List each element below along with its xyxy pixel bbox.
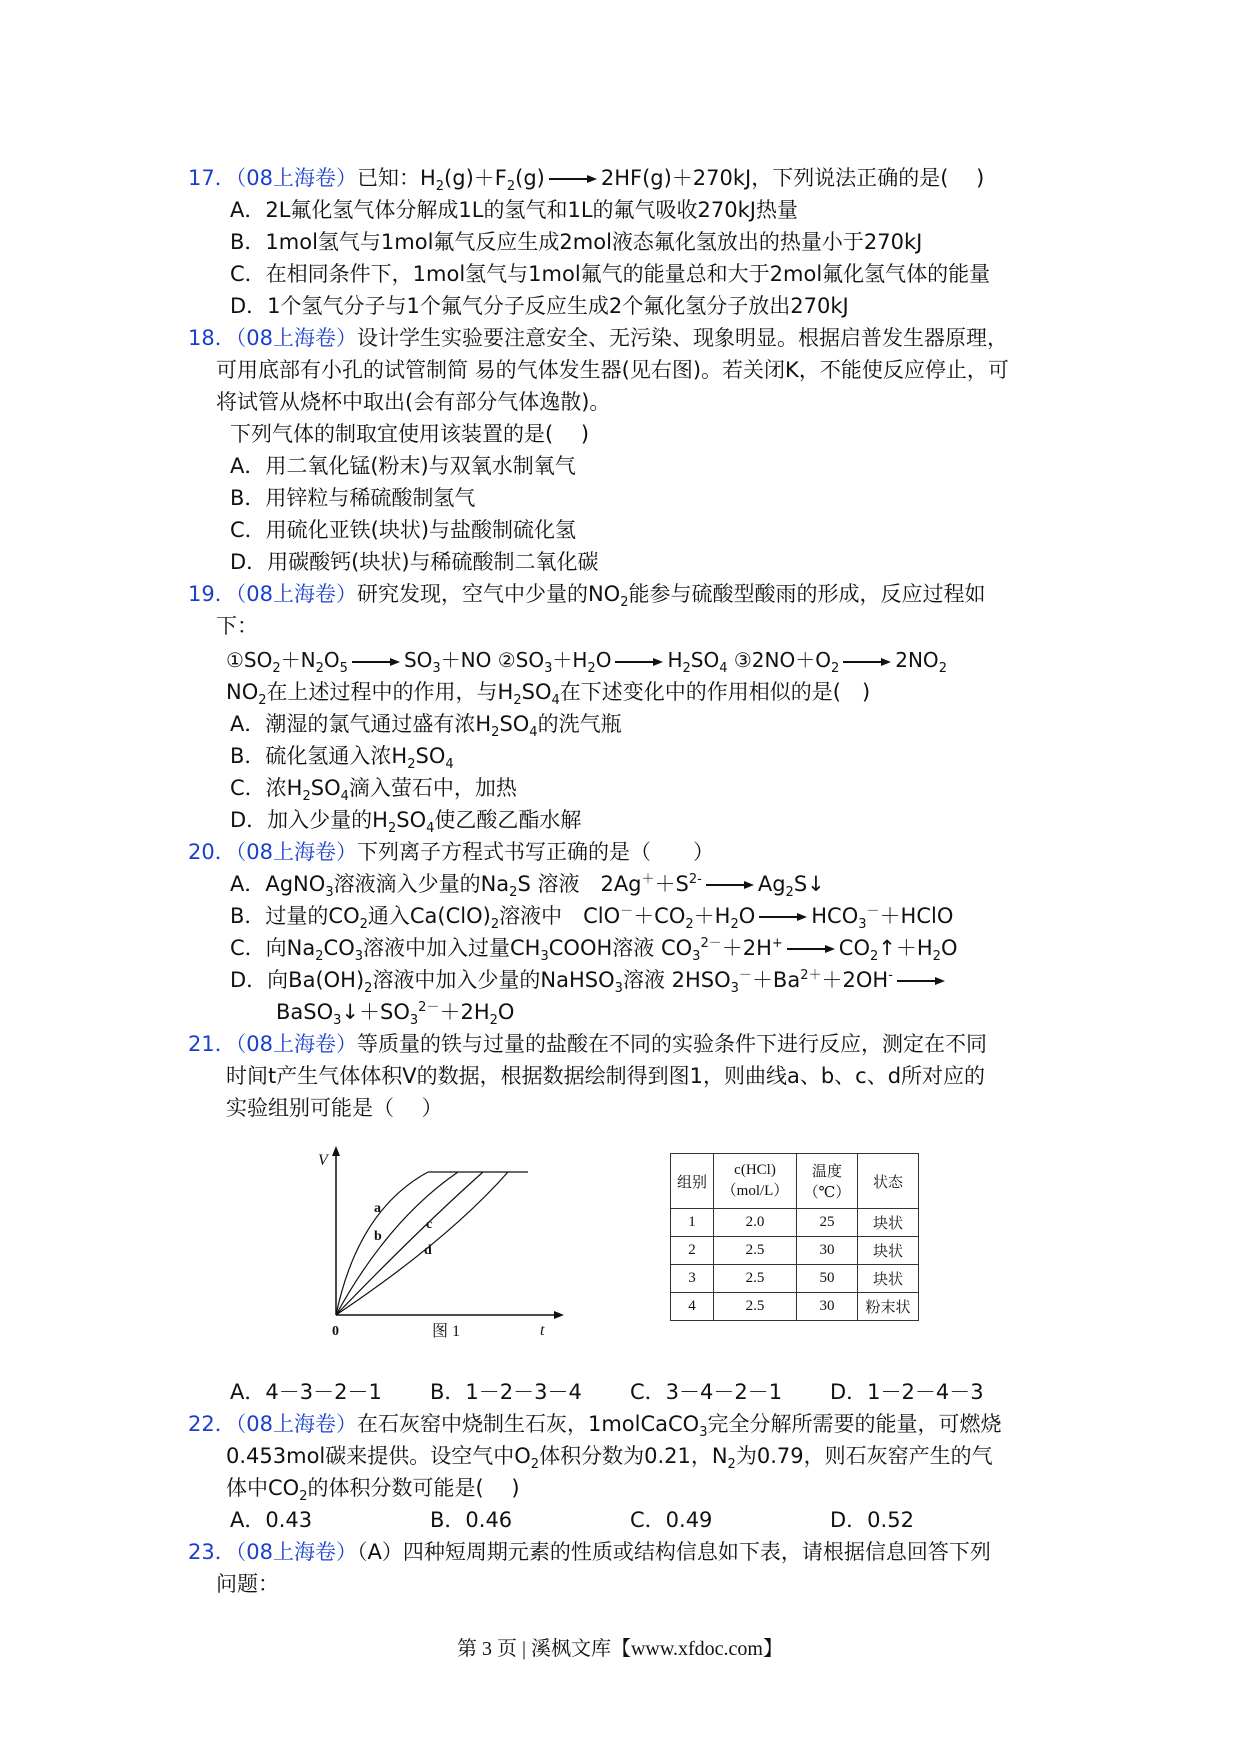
q21-options: [230, 1376, 1030, 1408]
q23-line-2: 问题：: [216, 1572, 279, 1596]
table-cell: 2.5: [714, 1265, 797, 1293]
q19-opt-c-tail: 滴入萤石中，加热: [348, 776, 517, 800]
q19-option-a: A．潮湿的氯气通过盛有浓$H_2SO_4$的洗气瓶: [230, 712, 622, 741]
q18-option-d: D．用碳酸钙(块状)与稀硫酸制二氧化碳: [230, 550, 599, 574]
q18-source: （08上海卷）: [235, 326, 357, 350]
q22-line-3: 体中$CO_2$的体积分数可能是( ): [226, 1476, 520, 1505]
table-row: [671, 1265, 919, 1293]
q22-option-d: D．0.52: [830, 1508, 914, 1532]
q17-stem-a: 已知：H: [356, 166, 436, 190]
q19-line-1: 19．（08上海卷）研究发现，空气中少量的$NO_2$能参与硫酸型酸雨的形成，反应过程如: [188, 582, 986, 611]
q22-text-3b: 的体积分数可能是( ): [307, 1476, 520, 1500]
q19-opt-c-text: C．浓H: [230, 776, 303, 800]
table-cell: 2.5: [714, 1237, 797, 1265]
q17-option-b: B．1mol氢气与1mol氟气反应生成2mol液态氟化氢放出的热量小于270kJ: [230, 230, 923, 254]
curve-c: [336, 1172, 483, 1315]
q22-text-2a: 0.453mol碳来提供。设空气中O: [226, 1444, 531, 1468]
experiment-table: [670, 1153, 919, 1321]
q22-source: （08上海卷）: [235, 1412, 357, 1436]
q17-option-a: A．2L氟化氢气体分解成1L的氢气和1L的氟气吸收270kJ热量: [230, 198, 798, 222]
page-footer: 第 3 页 | 溪枫文库【www.xfdoc.com】: [456, 1638, 783, 1660]
q19-text-1b: 能参与硫酸型酸雨的形成，反应过程如: [628, 582, 986, 606]
q19-opt-a-so: SO: [499, 712, 530, 736]
q18-option-b: B．用锌粒与稀硫酸制氢气: [230, 486, 476, 510]
q22-text-1a: 在石灰窑中烧制生石灰，1molCaCO: [356, 1412, 700, 1436]
q18-line-3: 将试管从烧杯中取出(会有部分气体逸散)。: [216, 390, 611, 414]
table-cell: 30: [797, 1237, 858, 1265]
q21-option-d: D．1－2－4－3: [830, 1380, 984, 1404]
q19-option-c: C．浓$H_2SO_4$滴入萤石中，加热: [230, 776, 517, 805]
x-axis-label: t: [540, 1322, 545, 1339]
q20-number: 20．: [188, 840, 236, 864]
figure-1: [318, 1140, 568, 1340]
q18-option-a: A．用二氧化锰(粉末)与双氧水制氧气: [230, 454, 576, 478]
table-row: [671, 1237, 919, 1265]
reaction-arrow-icon: [615, 657, 663, 667]
table-cell: 30: [797, 1293, 858, 1321]
q21-number: 21．: [188, 1032, 236, 1056]
reaction-arrow-icon: [706, 880, 754, 890]
q19-number: 19．: [188, 582, 236, 606]
q19-option-b: B．硫化氢通入浓$H_2SO_4$: [230, 744, 454, 773]
table-cell: 4: [671, 1293, 714, 1321]
q22-line-1: 22．（08上海卷）在石灰窑中烧制生石灰，1molCaCO$_3$完全分解所需要的能量，可燃烧: [188, 1412, 1002, 1441]
table-header-row: [671, 1154, 919, 1209]
figure-caption: 图 1: [432, 1323, 461, 1340]
q19-line-2: 下：: [216, 614, 258, 638]
q17-stem: 17．（08上海卷）已知：$H_2(g)+F_2(g)$ 2HF(g)＋270kJ，下列说法正确的是( ): [188, 166, 985, 195]
table-cell: 块状: [858, 1265, 919, 1293]
q22-option-a: A．0.43: [230, 1508, 313, 1532]
q22-options: [230, 1504, 1030, 1536]
q18-option-c: C．用硫化亚铁(块状)与盐酸制硫化氢: [230, 518, 577, 542]
q21-option-a: A．4－3－2－1: [230, 1380, 382, 1404]
q17-stem-d: 2HF(g)＋270kJ，下列说法正确的是( ): [600, 166, 985, 190]
q22-option-c: C．0.49: [630, 1508, 713, 1532]
q17-number: 17．: [188, 166, 236, 190]
q19-opt-d-text: D．加入少量的H: [230, 808, 388, 832]
reaction-arrow-icon: [759, 912, 807, 922]
q22-line-2: 0.453mol碳来提供。设空气中$O_2$体积分数为0.21，$N_2$为0.79，则石灰窑产生的气: [226, 1444, 993, 1473]
curve-label-c: c: [426, 1217, 433, 1232]
q20-option-d-cont: $BaSO_3↓+SO_3^{2-}+2H_2O$: [276, 1000, 515, 1029]
q19-opt-a-text: A．潮湿的氯气通过盛有浓H: [230, 712, 492, 736]
q22-text-1b: 完全分解所需要的能量，可燃烧: [707, 1412, 1002, 1436]
q20-source: （08上海卷）: [235, 840, 357, 864]
q17-stem-b: (g)＋F: [444, 166, 507, 190]
q20-option-b: B．过量的$CO_2$通入$Ca(ClO)_2$溶液中 $ClO^-+CO_2+H_2O$ $HCO_3^-+HClO$: [230, 904, 954, 933]
table-cell: 粉末状: [858, 1293, 919, 1321]
table-header-cell: 组别: [671, 1154, 714, 1209]
q19-opt-a-tail: 的洗气瓶: [537, 712, 622, 736]
y-axis-arrow-icon: [332, 1146, 340, 1156]
origin-label: 0: [332, 1324, 339, 1339]
q23-number: 23．: [188, 1540, 236, 1564]
table-cell: 块状: [858, 1237, 919, 1265]
q17-option-c: C．在相同条件下，1mol氢气与1mol氟气的能量总和大于2mol氟化氢气体的能量: [230, 262, 991, 286]
q17-stem-c: (g): [515, 166, 545, 190]
q19-q-tail: 在上述过程中的作用，与H: [266, 680, 514, 704]
q18-number: 18．: [188, 326, 236, 350]
q21-line-1: [188, 1028, 987, 1060]
curve-a: [336, 1172, 428, 1315]
table-cell: 2.0: [714, 1209, 797, 1237]
q19-q-tail2: SO: [521, 680, 552, 704]
q18-text-1: 设计学生实验要注意安全、无污染、现象明显。根据启普发生器原理，: [356, 326, 1008, 350]
q23-text-1: （A）四种短周期元素的性质或结构信息如下表，请根据信息回答下列: [356, 1540, 991, 1564]
q23-source: （08上海卷）: [235, 1540, 357, 1564]
table-cell: 块状: [858, 1209, 919, 1237]
q19-option-d: D．加入少量的$H_2SO_4$使乙酸乙酯水解: [230, 808, 582, 837]
curve-label-d: d: [424, 1243, 432, 1258]
q19-text-1a: 研究发现，空气中少量的NO: [356, 582, 621, 606]
reaction-arrow-icon: [787, 944, 835, 954]
curve-d: [336, 1172, 508, 1315]
y-axis-label: V: [318, 1152, 328, 1169]
q19-question: $NO_2$在上述过程中的作用，与$H_2SO_4$在下述变化中的作用相似的是( ): [226, 680, 871, 709]
q19-q-tail3: 在下述变化中的作用相似的是( ): [559, 680, 871, 704]
q19-reactions: $①SO_2+N_2O_5$ $SO_3+NO$ $②SO_3+H_2O$ $H_2SO_4$ $③2NO+O_2$ $2NO_2$: [226, 648, 947, 676]
q22-text-2c: 为0.79，则石灰窑产生的气: [735, 1444, 993, 1468]
reaction-arrow-icon: [352, 657, 400, 667]
q22-text-2b: 体积分数为0.21，N: [539, 1444, 728, 1468]
table-header-cell: c(HCl)（mol/L）: [714, 1154, 797, 1209]
q21-option-b: B．1－2－3－4: [430, 1380, 582, 1404]
q18-line-4: 下列气体的制取宜使用该装置的是( ): [230, 422, 590, 446]
q21-line-2: 时间t产生气体体积V的数据，根据数据绘制得到图1，则曲线a、b、c、d所对应的: [226, 1064, 986, 1088]
curve-label-b: b: [374, 1229, 382, 1244]
table-cell: 50: [797, 1265, 858, 1293]
reaction-arrow-icon: [549, 174, 597, 184]
reaction-arrow-icon: [897, 976, 945, 986]
table-cell: 2: [671, 1237, 714, 1265]
q19-opt-d-tail: 使乙酸乙酯水解: [434, 808, 582, 832]
q21-option-c: C．3－4－2－1: [630, 1380, 783, 1404]
reaction-arrow-icon: [843, 657, 891, 667]
table-cell: 1: [671, 1209, 714, 1237]
curve-label-a: a: [374, 1201, 381, 1216]
q21-line-3: 实验组别可能是（ ）: [226, 1096, 443, 1120]
q18-line-1: [188, 322, 1008, 354]
q22-number: 22．: [188, 1412, 236, 1436]
q22-text-3a: 体中CO: [226, 1476, 300, 1500]
q18-line-2: 可用底部有小孔的试管制简 易的气体发生器(见右图)。若关闭K，不能使反应停止，可: [216, 358, 1009, 382]
table-row: [671, 1293, 919, 1321]
table-cell: 2.5: [714, 1293, 797, 1321]
q19-source: （08上海卷）: [235, 582, 357, 606]
table-header-cell: 温度（℃）: [797, 1154, 858, 1209]
q23-line-1: [188, 1536, 991, 1568]
q17-option-d: D．1个氢气分子与1个氟气分子反应生成2个氟化氢分子放出270kJ: [230, 294, 849, 318]
q19-opt-b-text: B．硫化氢通入浓H: [230, 744, 408, 768]
q20-stem: [188, 836, 714, 868]
q20-option-d: D．向$Ba(OH)_2$溶液中加入少量的NaHSO$_3$溶液 $2HSO_3^-+Ba^{2+}+2OH^-$: [230, 964, 949, 996]
q21-text-1: 等质量的铁与过量的盐酸在不同的实验条件下进行反应，测定在不同: [356, 1032, 987, 1056]
table-cell: 25: [797, 1209, 858, 1237]
table-header-cell: 状态: [858, 1154, 919, 1209]
q22-option-b: B．0.46: [430, 1508, 513, 1532]
table-cell: 3: [671, 1265, 714, 1293]
table-row: [671, 1209, 919, 1237]
q20-option-a: A．AgNO$_3$溶液滴入少量的$Na_2S$ 溶液 $2Ag^++S^{2-}$ $Ag_2S↓$: [230, 872, 825, 901]
q17-source: （08上海卷）: [235, 166, 357, 190]
q21-source: （08上海卷）: [235, 1032, 357, 1056]
q20-stem-text: 下列离子方程式书写正确的是（ ）: [356, 840, 714, 864]
q20-option-c: C．向$Na_2CO_3$溶液中加入过量$CH_3COOH$溶液 $CO_3^{2-}+2H^+$ $CO_2↑+H_2O$: [230, 936, 958, 965]
x-axis-arrow-icon: [554, 1311, 564, 1319]
